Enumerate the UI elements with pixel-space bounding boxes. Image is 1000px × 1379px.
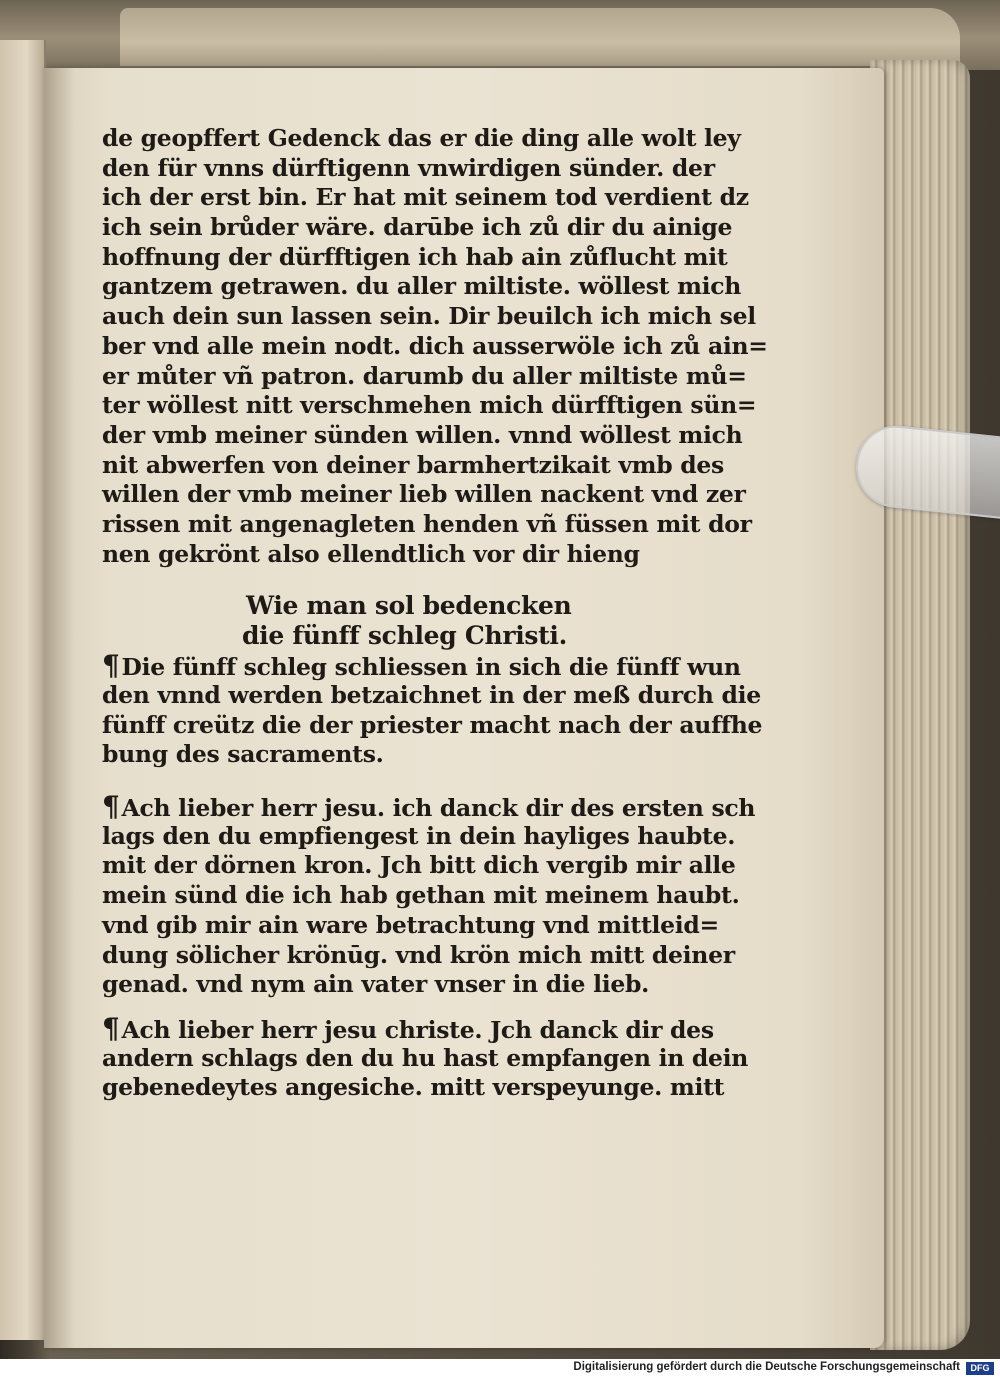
text-line: vnd gib mir ain ware betrachtung vnd mittleid= [102, 910, 719, 939]
text-line: willen der vmb meiner lieb willen nackent vnd zer [102, 480, 746, 509]
text-line: de geopffert Gedenck das er die ding alle wolt ley [102, 124, 741, 152]
text-line: genad. vnd nym ain vater vnser in die lieb. [102, 970, 649, 999]
text-line [102, 790, 756, 824]
text-line: auch dein sun lassen sein. Dir beuilch ich mich sel [102, 302, 756, 331]
paragraph-4 [102, 1011, 749, 1103]
text-line-content: Ach lieber herr jesu christe. Jch danck dir des [121, 1015, 714, 1044]
text-line: andern schlags den du hu hast empfangen in dein [102, 1043, 749, 1072]
paragraph-1 [102, 124, 768, 569]
text-line: ich sein brůder wäre. darūbe ich zů dir du ainige [102, 213, 733, 242]
text-line: ber vnd alle mein nodt. dich ausserwöle ich zů ain= [102, 331, 768, 360]
text-line [102, 1011, 714, 1045]
text-line: gantzem getrawen. du aller miltiste. wöllest mich [102, 272, 742, 301]
gutter-shadow [44, 68, 74, 1348]
text-line: ich der erst bin. Er hat mit seinem tod verdient dz [102, 183, 749, 212]
text-line: fünff creütz die der priester macht nach der auffhe [102, 710, 763, 739]
text-line: dung sölicher krönūg. vnd krön mich mitt deiner [102, 940, 735, 969]
footer-bar [0, 1359, 1000, 1379]
page-stack-top [120, 8, 960, 66]
funding-credit: Digitalisierung gefördert durch die Deutsche Forschungsgemeinschaft [573, 1361, 960, 1373]
text-line: bung des sacraments. [102, 740, 384, 769]
pilcrow-icon: ¶ [102, 1011, 120, 1045]
page-stack-edge [870, 60, 970, 1350]
facing-page-edge [0, 40, 46, 1340]
text-line: mein sünd die ich hab gethan mit meinem haubt. [102, 881, 740, 910]
text-line: der vmb meiner sünden willen. vnnd wöllest mich [102, 420, 743, 449]
text-line: nit abwerfen von deiner barmhertzikait vmb des [102, 450, 724, 479]
page-text [102, 124, 768, 1103]
paragraph-2 [102, 649, 763, 770]
text-line: er můter vñ patron. darumb du aller miltiste mů= [102, 361, 747, 390]
text-line-content: Die fünff schleg schliessen in sich die fünff wun [121, 653, 741, 682]
dfg-logo-icon: DFG [966, 1362, 994, 1375]
section-heading-line-1: Wie man sol bedencken [246, 591, 572, 621]
text-line: den für vnns dürftigenn vnwirdigen sünder. der [102, 153, 715, 182]
text-line: gebenedeytes angesiche. mitt verspeyunge. mitt [102, 1073, 725, 1102]
pilcrow-icon: ¶ [102, 790, 120, 824]
text-line: lags den du empfiengest in dein hayliges haubte. [102, 821, 736, 850]
text-line-content: Ach lieber herr jesu. ich danck dir des ersten sch [121, 794, 756, 823]
text-line [102, 649, 741, 683]
book-top-edge [0, 0, 1000, 70]
paragraph-3 [102, 790, 756, 1000]
text-line: rissen mit angenagleten henden vñ füssen mit dor [102, 509, 752, 538]
section-heading-line-2: die fünff schleg Christi. [242, 621, 568, 651]
text-line: den vnnd werden betzaichnet in der meß durch die [102, 681, 761, 709]
text-line: nen gekrönt also ellendtlich vor dir hieng [102, 539, 640, 568]
pilcrow-icon: ¶ [102, 649, 120, 683]
text-line: mit der dörnen kron. Jch bitt dich vergib mir alle [102, 851, 736, 880]
text-line: ter wöllest nitt verschmehen mich dürfftigen sün= [102, 391, 757, 420]
text-line: hoffnung der dürfftigen ich hab ain zůflucht mit [102, 242, 728, 271]
